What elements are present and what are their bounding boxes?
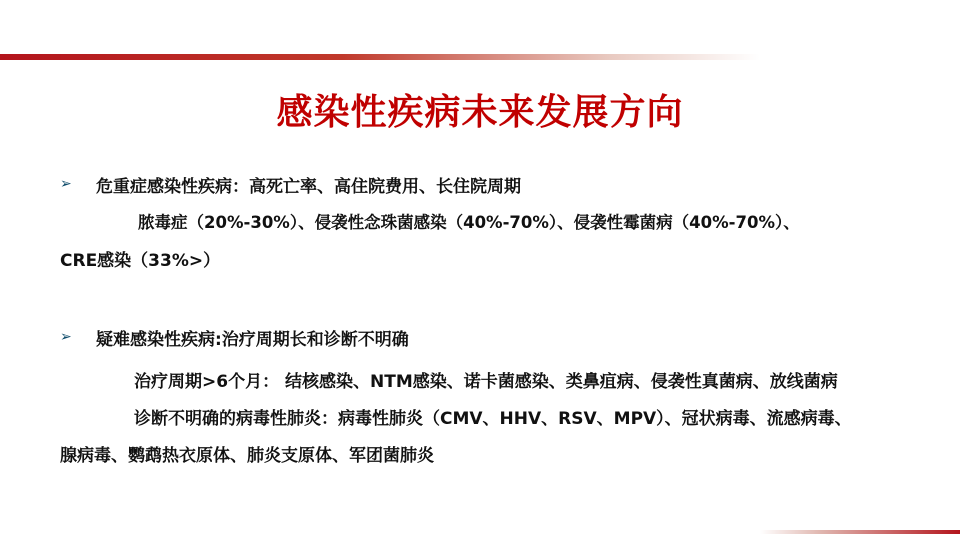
section2-line1: 治疗周期>6个月： 结核感染、NTM感染、诺卡菌感染、类鼻疽病、侵袭性真菌病、放线菌病 (134, 372, 838, 392)
section2-line2: 诊断不明确的病毒性肺炎：病毒性肺炎（CMV、HHV、RSV、MPV）、冠状病毒、流感病毒、 (134, 409, 852, 429)
section2-heading: 疑难感染性疾病:治疗周期长和诊断不明确 (96, 330, 409, 350)
section1-heading: 危重症感染性疾病：高死亡率、高住院费用、长住院周期 (96, 177, 521, 197)
section1-line1: 脓毒症（20%-30%）、侵袭性念珠菌感染（40%-70%）、侵袭性霉菌病（40%-70%）、 (138, 213, 800, 232)
top-accent-rule (0, 54, 760, 60)
bottom-accent-rule (760, 530, 960, 534)
bullet-arrow-icon: ➢ (60, 176, 72, 192)
bullet-arrow-icon: ➢ (60, 329, 72, 345)
slide-title: 感染性疾病未来发展方向 (276, 92, 684, 133)
section1-line2: CRE感染（33%>） (60, 251, 221, 271)
section2-line3: 腺病毒、鹦鹉热衣原体、肺炎支原体、军团菌肺炎 (60, 446, 434, 466)
